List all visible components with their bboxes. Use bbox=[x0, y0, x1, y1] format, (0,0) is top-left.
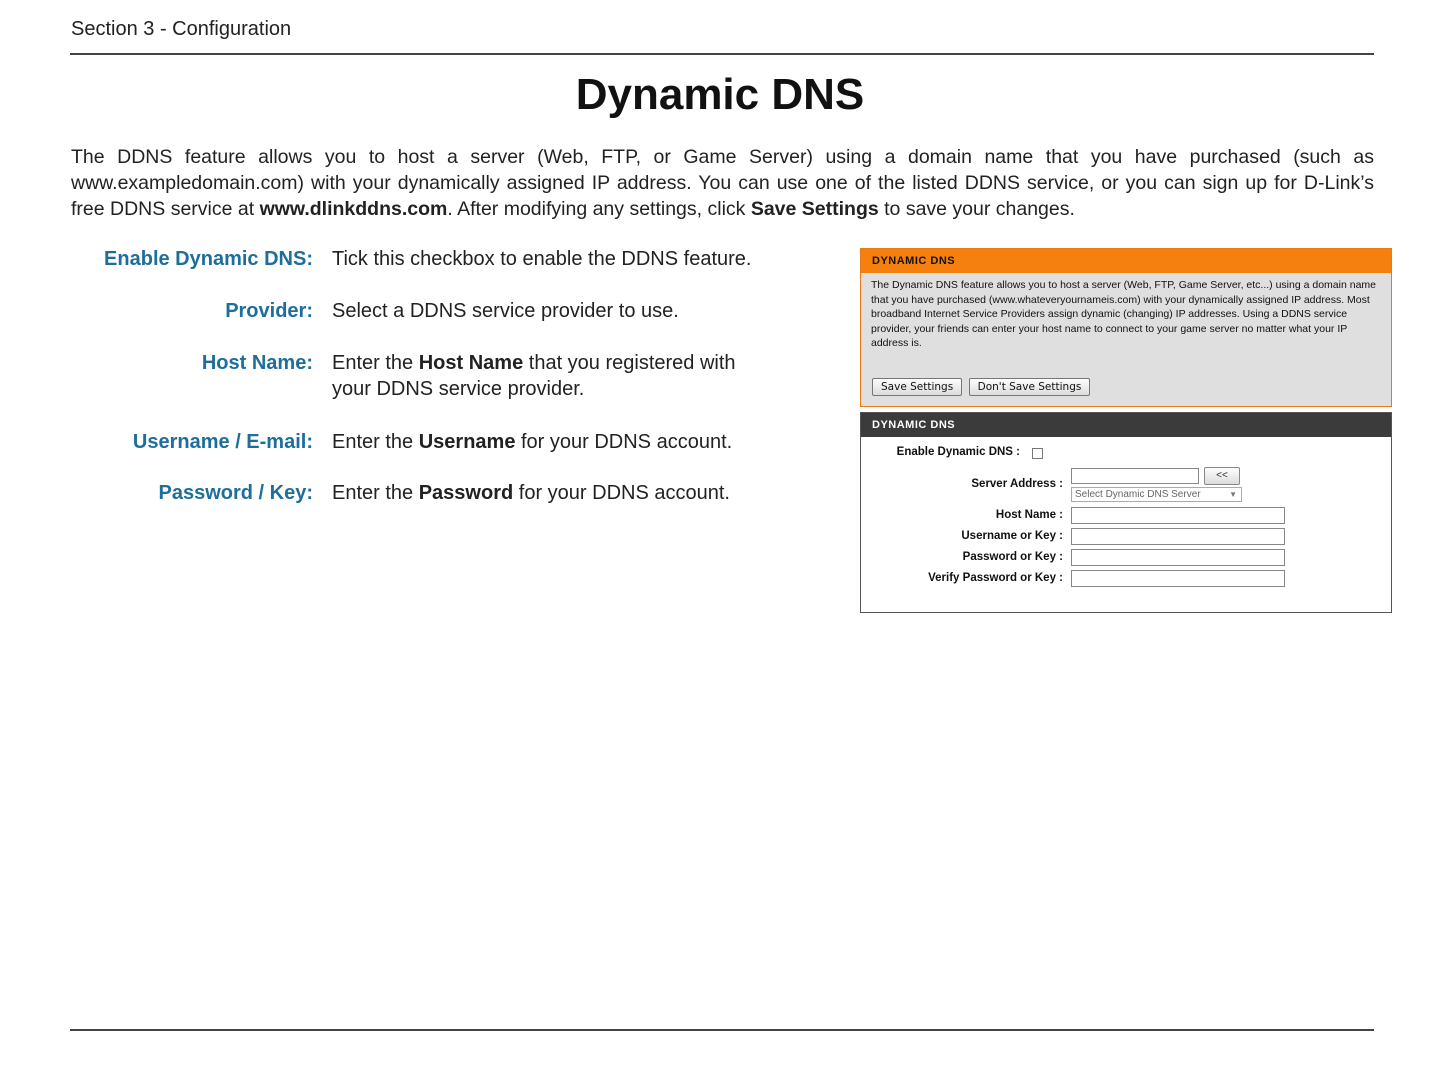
desc-bold: Host Name bbox=[418, 352, 524, 374]
enable-ddns-label: Enable Dynamic DNS : bbox=[896, 446, 1020, 458]
desc-text: Enter the bbox=[332, 352, 419, 374]
desc-text: for your DDNS account. bbox=[513, 482, 730, 504]
enable-ddns-checkbox[interactable] bbox=[1032, 448, 1043, 459]
ddns-form-panel bbox=[860, 412, 1392, 613]
ddns-server-select-value: Select Dynamic DNS Server bbox=[1075, 489, 1201, 500]
password-label: Password or Key : bbox=[962, 551, 1063, 563]
desc-text: that you registered with your DDNS service provider. bbox=[332, 352, 736, 400]
server-address-input[interactable] bbox=[1071, 468, 1199, 484]
username-label: Username or Key : bbox=[961, 530, 1063, 542]
definition-term: Host Name: bbox=[201, 352, 313, 374]
definition-term: Provider: bbox=[225, 300, 313, 322]
dlinkddns-link: www.dlinkddns.com bbox=[259, 198, 448, 220]
server-address-row bbox=[861, 467, 1391, 507]
save-settings-ref: Save Settings bbox=[750, 198, 879, 220]
save-settings-button[interactable]: Save Settings bbox=[872, 378, 962, 396]
host-name-label: Host Name : bbox=[995, 509, 1063, 521]
info-panel-text: The Dynamic DNS feature allows you to host a server (Web, FTP, Game Server, etc...) using a domain name that you have purchased (www.whateveryournameis.com) with your dynamically assigned IP address. Most broadband Internet Service Providers assign dynamic (changing) IP addresses. Using a DDNS service provider, your friends can enter your host name to connect to your game server no matter what your IP address is. bbox=[871, 279, 1376, 349]
username-input[interactable] bbox=[1071, 528, 1285, 545]
form-panel-title: DYNAMIC DNS bbox=[861, 413, 1391, 437]
desc-text: Enter the bbox=[332, 431, 419, 453]
page-title: Dynamic DNS bbox=[575, 70, 865, 119]
chevron-down-icon: ▼ bbox=[1229, 490, 1237, 499]
definition-desc bbox=[332, 246, 792, 272]
desc-text: Enter the bbox=[332, 482, 419, 504]
verify-password-label: Verify Password or Key : bbox=[928, 572, 1063, 584]
password-input[interactable] bbox=[1071, 549, 1285, 566]
desc-text: Select a DDNS service provider to use. bbox=[332, 300, 679, 322]
server-address-label: Server Address : bbox=[971, 478, 1063, 490]
definition-term: Username / E-mail: bbox=[132, 431, 313, 453]
definition-term: Password / Key: bbox=[158, 482, 313, 504]
server-copy-button[interactable]: << bbox=[1204, 467, 1240, 485]
intro-text-1: The DDNS feature allows you to host a server (Web, FTP, or Game Server) using a domain name that you have purchased (such as www.exampledomain.com) with your dynamically assigned IP address. You can use one of the listed DDNS service, or you can sign up for D-Link’s free DDNS service at bbox=[71, 146, 1374, 220]
section-header: Section 3 - Configuration bbox=[71, 18, 292, 40]
desc-bold: Password bbox=[418, 482, 514, 504]
dont-save-settings-button[interactable]: Don't Save Settings bbox=[969, 378, 1091, 396]
ddns-server-select[interactable] bbox=[1071, 487, 1242, 502]
definition-desc bbox=[332, 429, 792, 455]
info-panel-title: DYNAMIC DNS bbox=[861, 249, 1391, 273]
intro-text-3: to save your changes. bbox=[878, 198, 1075, 220]
definition-term: Enable Dynamic DNS: bbox=[104, 248, 313, 270]
ddns-info-panel bbox=[860, 248, 1392, 407]
top-divider bbox=[70, 53, 1374, 55]
info-panel-buttons bbox=[872, 377, 1092, 396]
host-name-input[interactable] bbox=[1071, 507, 1285, 524]
definition-desc bbox=[332, 298, 792, 324]
definition-desc bbox=[332, 350, 752, 402]
definition-desc bbox=[332, 480, 792, 506]
verify-password-input[interactable] bbox=[1071, 570, 1285, 587]
desc-text: for your DDNS account. bbox=[515, 431, 733, 453]
bottom-divider bbox=[70, 1029, 1374, 1031]
desc-text: Tick this checkbox to enable the DDNS feature. bbox=[332, 248, 752, 270]
desc-bold: Username bbox=[418, 431, 516, 453]
intro-text-2: . After modifying any settings, click bbox=[447, 198, 751, 220]
intro-paragraph bbox=[71, 144, 1374, 222]
